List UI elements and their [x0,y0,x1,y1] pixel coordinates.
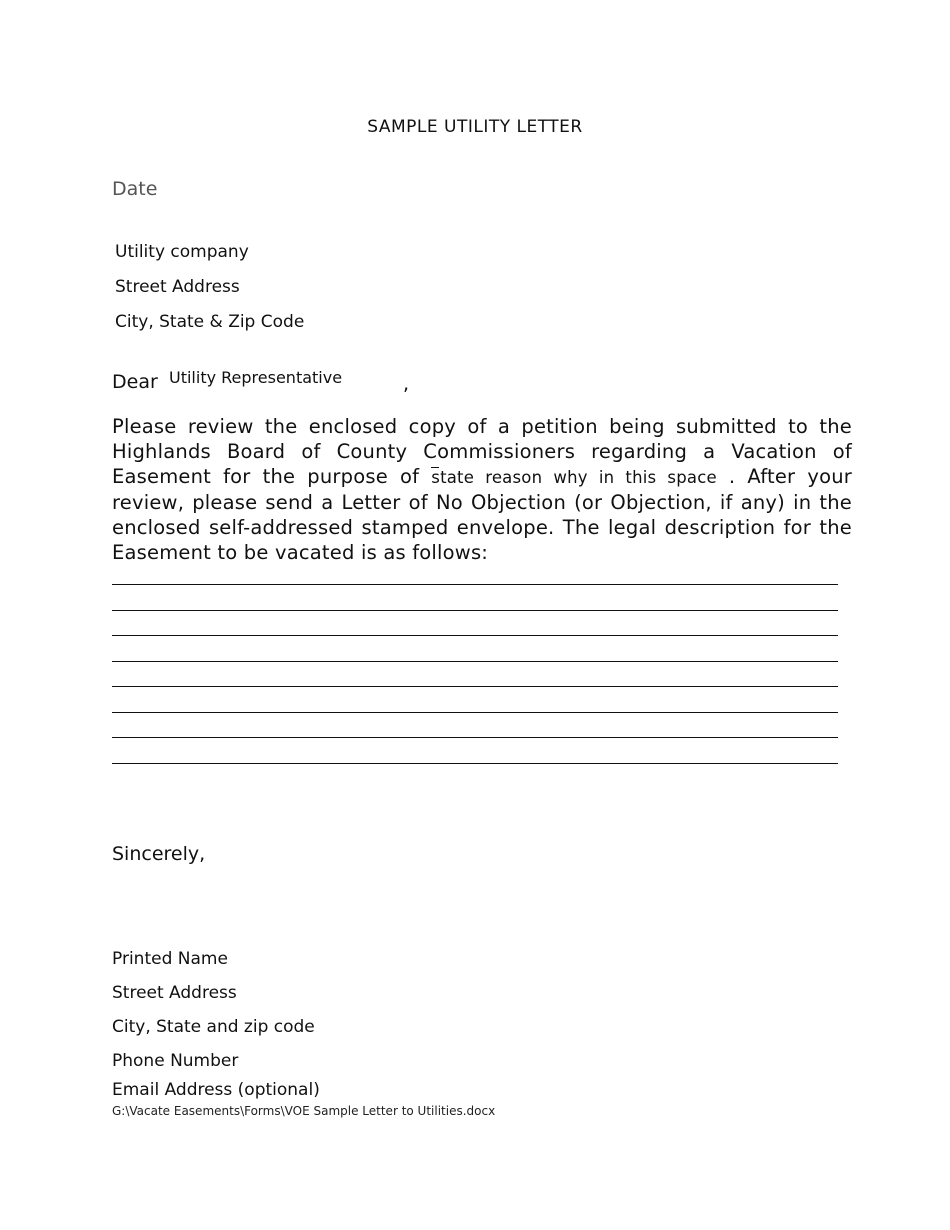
sender-street: Street Address [112,983,237,1003]
body-text-1: Please review the enclosed copy of a petition being submitted to the Highlands Board of County Commissioners regarding a Vacation of Easement for the purpose of [112,415,852,488]
file-path: G:\Vacate Easements\Forms\VOE Sample Letter to Utilities.docx [112,1104,496,1118]
sender-email: Email Address (optional) [112,1080,320,1100]
sender-city: City, State and zip code [112,1017,315,1037]
letter-title: SAMPLE UTILITY LETTER [367,117,583,137]
closing: Sincerely, [112,843,206,865]
recipient-city: City, State & Zip Code [115,312,305,332]
legal-description-line [112,686,838,687]
legal-description-line [112,610,838,611]
salutation-name: Utility Representative [169,368,343,387]
legal-description-line [112,584,838,585]
salutation-dear: Dear [112,371,158,393]
legal-description-line [112,635,838,636]
legal-description-line [112,737,838,738]
date-field: Date [112,178,158,200]
reason-field: state reason why in this space [431,468,717,487]
letter-body [112,414,852,565]
salutation-comma: , [403,373,410,395]
recipient-company: Utility company [115,242,249,262]
recipient-street: Street Address [115,277,240,297]
body-text-2: . After your review, please send a Letter of No Objection (or Objection, if any) in the enclosed self-addressed stamped envelope. The legal description for the Easement to be vacated is as follows: [112,465,852,564]
legal-description-line [112,763,838,764]
legal-description-line [112,712,838,713]
sender-phone: Phone Number [112,1051,239,1071]
sender-name: Printed Name [112,949,228,969]
legal-description-line [112,661,838,662]
